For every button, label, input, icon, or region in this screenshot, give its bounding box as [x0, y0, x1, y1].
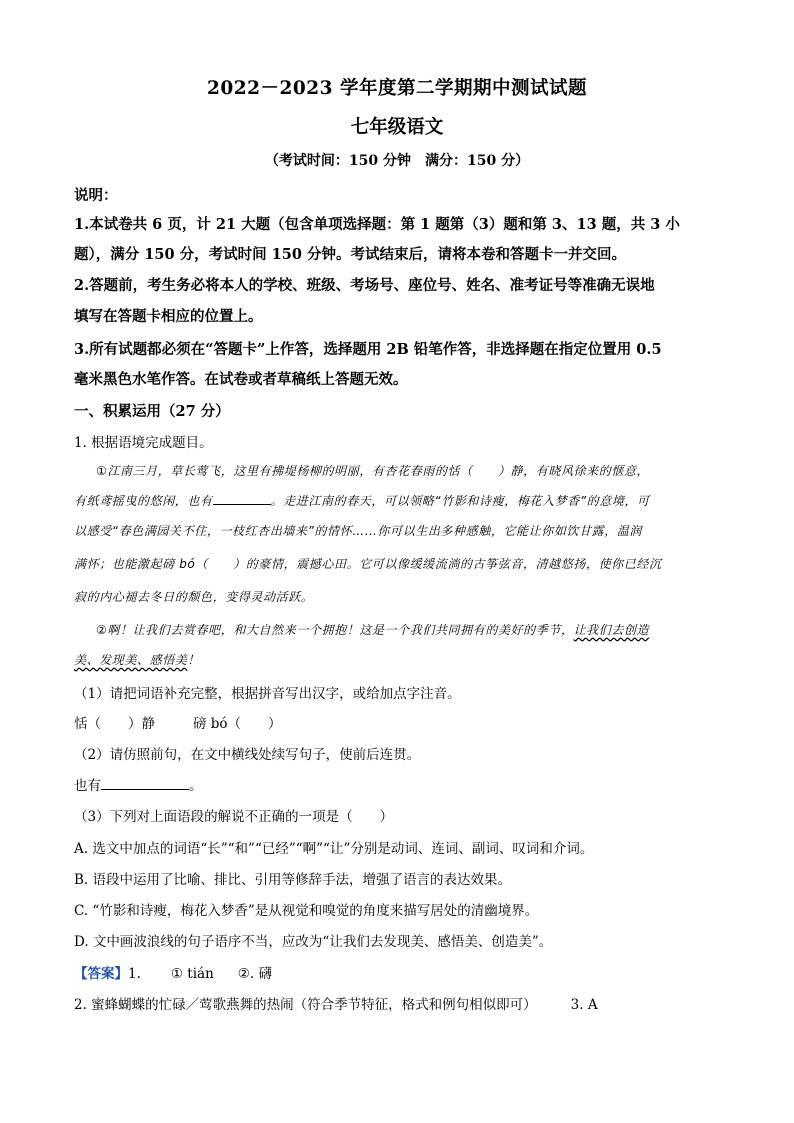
passage-line: 寂的内心褪去冬日的颓色，变得灵动活跃。 — [74, 590, 314, 604]
answer-number: 1. — [128, 966, 141, 982]
instruction-1-line-1: 1.本试卷共 6 页，计 21 大题（包含单项选择题：第 1 题第（3）题和第 3、13 题，共 3 小 — [74, 216, 680, 233]
passage-line — [74, 651, 720, 668]
answer-line-1 — [74, 962, 720, 982]
instructions-heading: 说明： — [74, 187, 118, 204]
answer-item: ②. 礴 — [237, 966, 272, 982]
passage-text: ！ — [187, 653, 201, 667]
passage-line: ①江南三月，草长莺飞，这里有拂堤杨柳的明丽，有杏花春雨的恬（ ）静，有晓风徐来的惬意， — [96, 464, 650, 478]
fill-item: 恬（ ）静 — [74, 716, 155, 732]
passage-text: 有纸鸢摇曳的悠闲，也有 — [74, 494, 213, 508]
passage-line — [74, 492, 720, 509]
answer-item: 3. A — [570, 997, 598, 1013]
fill-item: 磅 bó（ ） — [193, 716, 282, 732]
option-d: D. 文中画波浪线的句子语序不当，应改为“让我们去发现美、感悟美、创造美”。 — [74, 934, 553, 950]
sub-question-2-fill — [74, 774, 720, 794]
option-b: B. 语段中运用了比喻、排比、引用等修辞手法，增强了语言的表达效果。 — [74, 872, 512, 888]
instruction-3-line-2: 毫米黑色水笔作答。在试卷或者草稿纸上答题无效。 — [74, 371, 408, 388]
sub-question-3: （3）下列对上面语段的解说不正确的一项是（ ） — [74, 809, 394, 825]
answer-item: 2. 蜜蜂蝴蝶的忙碌／莺歌燕舞的热闹（符合季节特征，格式和例句相似即可） — [74, 997, 537, 1013]
option-c: C. “竹影和诗瘦，梅花入梦香”是从视觉和嗅觉的角度来描写居处的清幽境界。 — [74, 903, 539, 919]
sub-question-1-fill — [74, 712, 720, 732]
instruction-2-line-1: 2.答题前，考生务必将本人的学校、班级、考场号、座位号、姓名、准考证号等准确无误地 — [74, 277, 655, 294]
passage-line — [96, 621, 720, 638]
fill-suffix: 。 — [189, 778, 203, 794]
wavy-underlined-sentence: 美、发现美、感悟美 — [74, 653, 188, 667]
section-heading: 一、积累运用（27 分） — [74, 403, 230, 420]
instruction-2-line-2: 填写在答题卡相应的位置上。 — [74, 308, 263, 325]
passage-line: 以感受“春色满园关不住，一枝红杏出墙来”的情怀……你可以生出多种感触，它能让你如饮甘露，温润 — [74, 524, 643, 538]
sub-question-2: （2）请仿照前句，在文中横线处续写句子，使前后连贯。 — [74, 747, 421, 763]
passage-text: 。走进江南的春天，可以领略“竹影和诗瘦，梅花入梦香”的意境，可 — [270, 494, 650, 508]
passage-line: 满怀；也能激起磅 bó（ ）的豪情，震撼心田。它可以像缓缓流淌的古筝弦音，清越悠扬，使你已经沉 — [74, 557, 662, 571]
sub-question-1: （1）请把词语补充完整，根据拼音写出汉字，或给加点字注音。 — [74, 686, 461, 702]
fill-blank — [213, 492, 271, 505]
question-1-prompt: 1. 根据语境完成题目。 — [74, 435, 213, 451]
instruction-3-line-1: 3.所有试题都必须在“答题卡”上作答，选择题用 2B 铅笔作答，非选择题在指定位置用 0.5 — [74, 341, 662, 358]
passage-text: ②啊！让我们去赏春吧，和大自然来一个拥抱！这是一个我们共同拥有的美好的季节， — [96, 623, 574, 637]
wavy-underlined-sentence: 让我们去创造 — [573, 623, 650, 637]
exam-info: （考试时间：150 分钟 满分：150 分） — [264, 153, 530, 169]
option-a: A. 选文中加点的词语“长”“和”“已经”“啊”“让”分别是动词、连词、副词、叹词和介词。 — [74, 841, 594, 857]
page-title: 2022－2023 学年度第二学期期中测试试题 — [207, 78, 587, 99]
instruction-1-line-2: 题），满分 150 分，考试时间 150 分钟。考试结束后，请将本卷和答题卡一并交回。 — [74, 246, 626, 263]
fill-prefix: 也有 — [74, 778, 101, 794]
answer-label: 【答案】 — [74, 966, 128, 982]
answer-item: ① tián — [170, 966, 214, 982]
fill-blank — [101, 777, 189, 790]
answer-line-2 — [74, 993, 720, 1013]
page-subtitle: 七年级语文 — [350, 117, 444, 138]
